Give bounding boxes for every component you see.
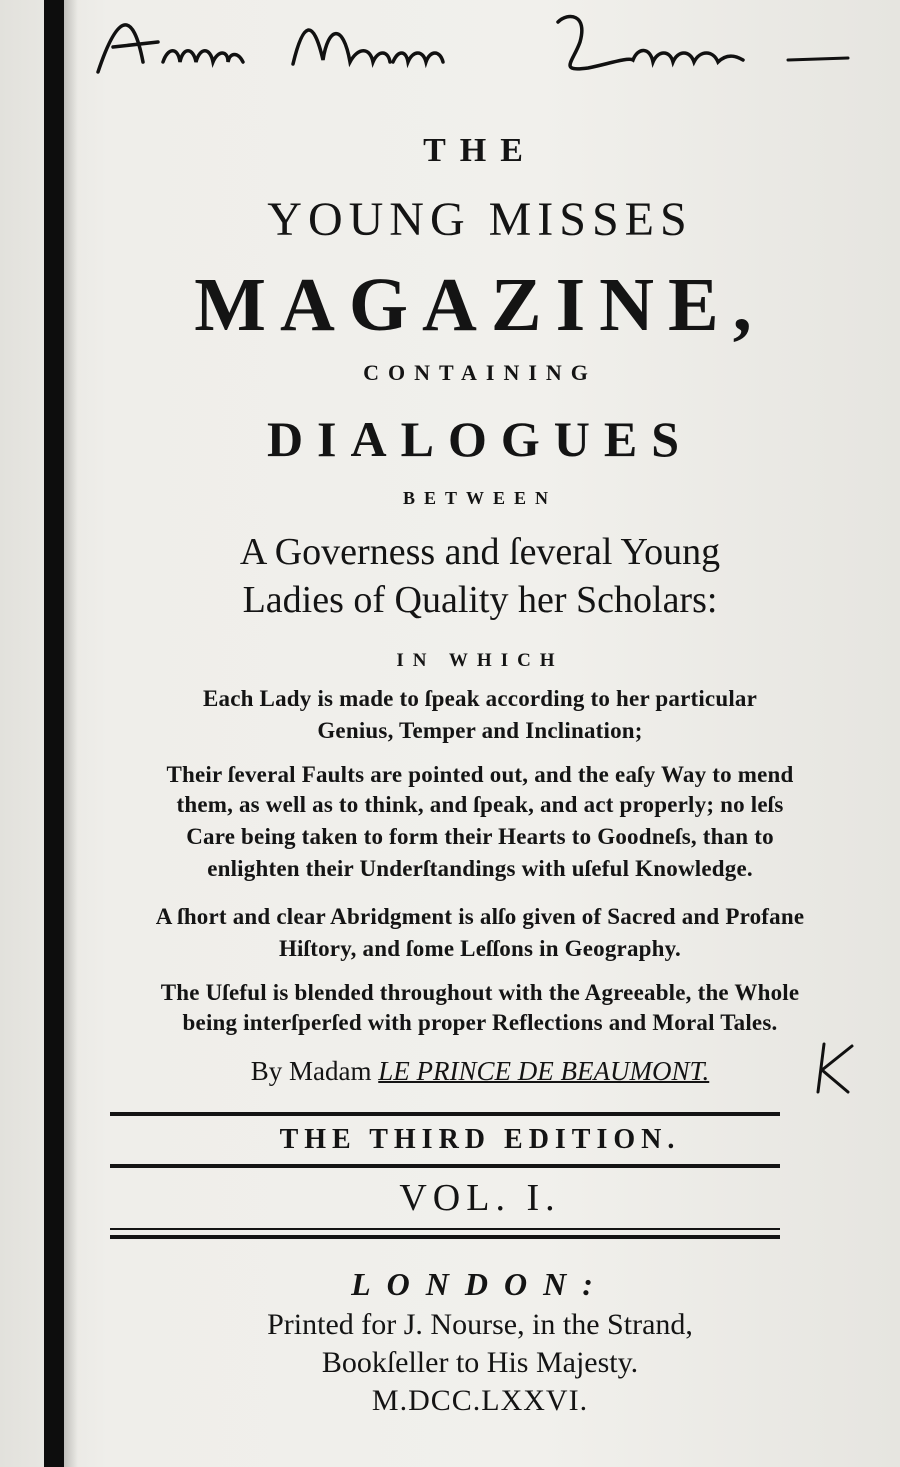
rule-middle [110, 1164, 780, 1168]
between-label: BETWEEN [402, 488, 558, 508]
in-which-label: IN WHICH [396, 650, 564, 671]
rule-bottom-thin [110, 1228, 780, 1230]
paragraph-2-line-2: them, as well as to think, and ſpeak, and act properly; no leſs [176, 792, 784, 817]
edition-label: THE THIRD EDITION. [279, 1124, 681, 1155]
byline-prefix: By Madam [250, 1056, 372, 1086]
imprint-bookseller: Bookſeller to His Majesty. [321, 1346, 639, 1379]
paragraph-1-line-2: Genius, Temper and Inclination; [317, 718, 643, 743]
imprint-date: M.DCC.LXXVI. [371, 1384, 589, 1417]
imprint-city: LONDON: [351, 1266, 609, 1302]
title-the: THE [423, 132, 537, 169]
imprint-printer: Printed for J. Nourse, in the Strand, [267, 1308, 693, 1341]
byline-author: LE PRINCE DE BEAUMONT. [378, 1056, 710, 1086]
margin-k-mark [812, 1040, 858, 1096]
containing-label: CONTAINING [363, 360, 597, 385]
parties-line-1: A Governess and ſeveral Young [239, 531, 721, 573]
paragraph-1-line-1: Each Lady is made to ſpeak according to her particular [202, 686, 758, 711]
paragraph-3-line-2: Hiſtory, and ſome Leſſons in Geography. [278, 936, 682, 961]
paragraph-3-line-1: A ſhort and clear Abridgment is alſo given of Sacred and Profane [155, 904, 805, 929]
dialogues-heading: DIALOGUES [266, 411, 694, 467]
title-magazine: MAGAZINE, [194, 263, 766, 347]
owner-signature [88, 2, 878, 82]
rule-top [110, 1112, 780, 1116]
paragraph-2-line-4: enlighten their Underſtandings with uſeful Knowledge. [207, 856, 753, 881]
paragraph-4-line-1: The Uſeful is blended throughout with the Agreeable, the Whole [160, 980, 800, 1005]
rule-bottom-thick [110, 1235, 780, 1239]
paragraph-2-line-3: Care being taken to form their Hearts to Goodneſs, than to [186, 824, 774, 849]
paragraph-2-line-1: Their ſeveral Faults are pointed out, and the eaſy Way to mend [166, 762, 794, 787]
title-young-misses: YOUNG MISSES [267, 193, 693, 246]
volume-label: VOL. I. [399, 1177, 561, 1219]
parties-line-2: Ladies of Quality her Scholars: [242, 579, 718, 621]
paragraph-4-line-2: being interſperſed with proper Reflections and Moral Tales. [182, 1010, 778, 1035]
byline [0, 1056, 900, 1087]
